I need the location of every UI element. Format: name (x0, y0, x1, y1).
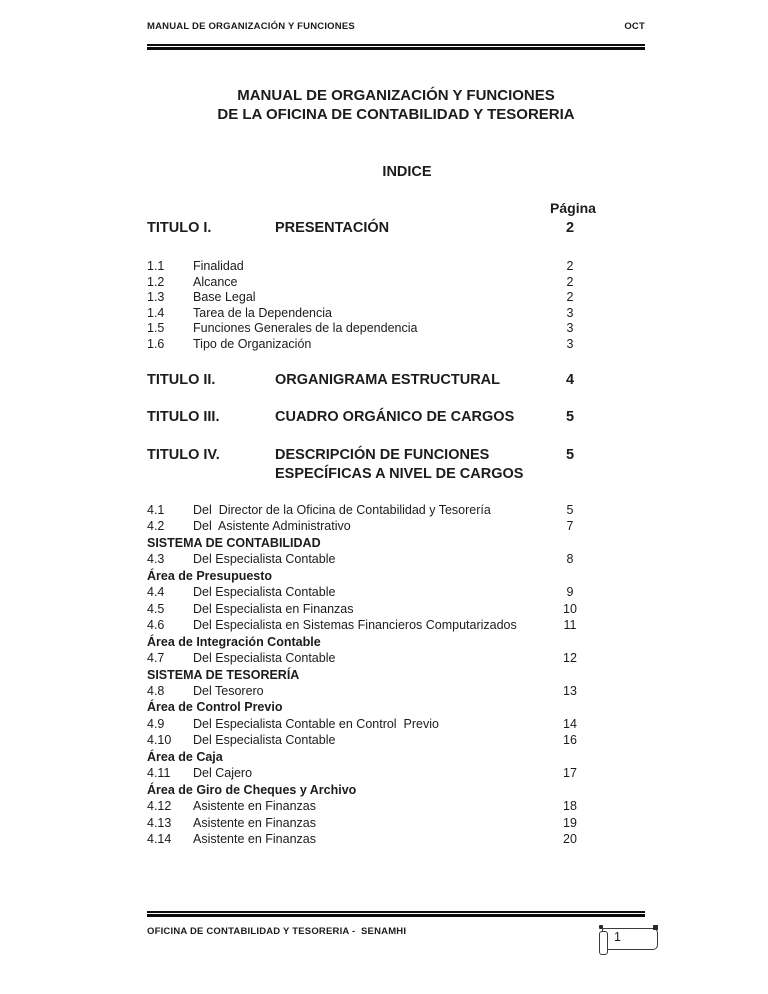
toc-entry-page: 5 (566, 503, 574, 517)
toc-entry-page: 3 (566, 305, 574, 320)
toc-entry (147, 650, 645, 666)
toc-section-header (147, 749, 645, 765)
toc-title-page: 5 (565, 447, 575, 463)
toc-entry-number: 4.12 (147, 799, 172, 814)
toc-entry (147, 259, 645, 275)
toc-entry (147, 798, 645, 814)
toc-entry-label: Asistente en Finanzas (193, 832, 316, 847)
toc-entry-number: 4.8 (147, 683, 165, 698)
toc-entry-page: 17 (563, 766, 577, 781)
toc-entry (147, 732, 645, 748)
toc-entry-number: 4.11 (147, 766, 171, 781)
document-title (147, 86, 645, 124)
toc-entry-page: 14 (563, 716, 577, 731)
toc-entry-label: Del Especialista Contable (193, 585, 336, 600)
toc-section-4 (147, 502, 645, 848)
toc-entry-page: 11 (563, 618, 577, 633)
toc-section-header (147, 535, 645, 551)
toc-entry-label: Tarea de la Dependencia (193, 305, 332, 320)
running-header-abbrev: OCT (624, 21, 645, 32)
toc-entry-page: 2 (566, 290, 574, 305)
toc-entry (147, 683, 645, 699)
toc-entry-label: Asistente en Finanzas (193, 799, 316, 814)
toc-entry-label: Finalidad (193, 259, 244, 273)
toc-entry-label: Del Tesorero (193, 683, 264, 698)
document-title-line2: DE LA OFICINA DE CONTABILIDAD Y TESORERIA (217, 106, 575, 123)
toc-entry (147, 617, 645, 633)
footer-rule (147, 911, 645, 917)
toc-entry-page: 9 (566, 585, 574, 600)
toc-title-number: TITULO I. (147, 220, 212, 236)
toc-entry (147, 502, 645, 518)
toc-entry-number: 1.1 (147, 259, 165, 273)
toc-entry (147, 337, 645, 353)
toc-entry-page: 16 (563, 733, 577, 748)
toc-entry-label: Del Especialista Contable (193, 651, 336, 666)
toc-section-header (147, 634, 645, 650)
toc-entry (147, 831, 645, 847)
toc-entry-label: Del Especialista en Sistemas Financieros Computarizados (193, 618, 517, 633)
toc-title-label: ORGANIGRAMA ESTRUCTURAL (275, 372, 501, 388)
header-rule (147, 44, 645, 50)
toc-entry-label: Funciones Generales de la dependencia (193, 321, 418, 336)
toc-entry-number: 4.7 (147, 651, 165, 666)
toc-entry-page: 3 (566, 336, 574, 351)
toc-title-page: 5 (565, 409, 575, 425)
toc-entry (147, 765, 645, 781)
toc-entry-page: 13 (563, 683, 577, 698)
toc-section-header (147, 699, 645, 715)
page-number-scroll (602, 928, 658, 950)
toc-entry-number: 4.2 (147, 519, 165, 534)
scroll-dot-icon (599, 925, 603, 929)
toc-entry-label: Del Especialista Contable (193, 552, 336, 567)
toc-title-number: TITULO II. (147, 372, 216, 388)
toc-entry (147, 290, 645, 306)
toc-entry-page: 10 (563, 601, 577, 616)
toc-entry-page: 3 (566, 321, 574, 336)
toc-entry-label: Del Especialista en Finanzas (193, 601, 354, 616)
toc-section-header-label: Área de Integración Contable (147, 634, 321, 649)
toc-title-label: DESCRIPCIÓN DE FUNCIONES ESPECÍFICAS A NIVEL DE CARGOS (275, 447, 524, 482)
toc-entry-page: 19 (563, 815, 577, 830)
toc-title-row (147, 371, 645, 390)
toc-entry-page: 7 (566, 519, 574, 534)
page-column-label: Página (550, 200, 596, 216)
scroll-corner-icon (653, 925, 658, 930)
toc-entry-number: 4.1 (147, 503, 165, 517)
toc-entry (147, 551, 645, 567)
toc-entry-page: 2 (566, 259, 574, 273)
toc-section-header-label: SISTEMA DE CONTABILIDAD (147, 535, 321, 550)
toc-title-row (147, 446, 645, 484)
toc-section-1 (147, 259, 645, 353)
toc-entry-label: Del Especialista Contable en Control Previo (193, 716, 439, 731)
toc-title-row (147, 408, 645, 427)
toc-title-page: 2 (565, 220, 575, 236)
toc-entry (147, 321, 645, 337)
toc-entry-page: 18 (563, 799, 577, 814)
toc-entry-label: Del Cajero (193, 766, 253, 781)
toc-section-header-label: Área de Giro de Cheques y Archivo (147, 782, 357, 797)
toc-entry-label: Asistente en Finanzas (193, 815, 316, 830)
toc-entry-number: 4.14 (147, 832, 172, 847)
toc-entry-number: 1.6 (147, 336, 165, 351)
toc-entry-label: Alcance (193, 274, 238, 289)
running-footer: OFICINA DE CONTABILIDAD Y TESORERIA - SENAMHI (147, 926, 407, 937)
toc-entry-number: 4.6 (147, 618, 165, 633)
toc-entry-label: Del Director de la Oficina de Contabilidad y Tesorería (193, 503, 491, 517)
toc-title-label: PRESENTACIÓN (275, 220, 390, 236)
toc-entry-number: 1.4 (147, 305, 165, 320)
toc-entry-page: 12 (563, 651, 577, 666)
toc-title-number: TITULO IV. (147, 447, 220, 463)
toc-section-header-label: Área de Presupuesto (147, 568, 273, 583)
toc-title-label: CUADRO ORGÁNICO DE CARGOS (275, 409, 515, 425)
toc-entry (147, 275, 645, 291)
index-heading: INDICE (382, 164, 432, 180)
toc-entry-label: Tipo de Organización (193, 336, 312, 351)
toc-entry-label: Base Legal (193, 290, 256, 305)
toc-entry (147, 306, 645, 322)
toc-entry-number: 4.3 (147, 552, 165, 567)
toc-entry-number: 1.2 (147, 274, 165, 289)
toc-entry-number: 4.9 (147, 716, 165, 731)
toc-entry (147, 518, 645, 534)
document-title-line1: MANUAL DE ORGANIZACIÓN Y FUNCIONES (237, 87, 555, 104)
toc-entry-page: 2 (566, 274, 574, 289)
toc-title-number: TITULO III. (147, 409, 220, 425)
toc-entry-label: Del Asistente Administrativo (193, 519, 351, 534)
toc-section-header (147, 667, 645, 683)
toc-entry-number: 4.13 (147, 815, 172, 830)
toc-section-header (147, 782, 645, 798)
toc-entry-page: 20 (563, 832, 577, 847)
toc-entry (147, 601, 645, 617)
toc-section-header-label: SISTEMA DE TESORERÍA (147, 667, 300, 682)
toc-title-page: 4 (565, 372, 575, 388)
scroll-roll-icon (599, 931, 608, 955)
toc-entry-number: 1.5 (147, 321, 165, 336)
toc-entry-number: 1.3 (147, 290, 165, 305)
toc-section-header-label: Área de Caja (147, 749, 223, 764)
running-header-title: MANUAL DE ORGANIZACIÓN Y FUNCIONES (147, 21, 355, 32)
toc-title-row (147, 219, 645, 238)
running-header (147, 21, 645, 32)
toc-entry (147, 584, 645, 600)
toc-entry-label: Del Especialista Contable (193, 733, 336, 748)
toc-entry-number: 4.5 (147, 601, 165, 616)
toc-section-header (147, 568, 645, 584)
page-number: 1 (614, 930, 621, 944)
toc-entry-page: 8 (566, 552, 574, 567)
toc-entry-number: 4.10 (147, 733, 172, 748)
toc-entry-number: 4.4 (147, 585, 165, 600)
toc-entry (147, 716, 645, 732)
toc-entry (147, 815, 645, 831)
toc-section-header-label: Área de Control Previo (147, 700, 283, 715)
